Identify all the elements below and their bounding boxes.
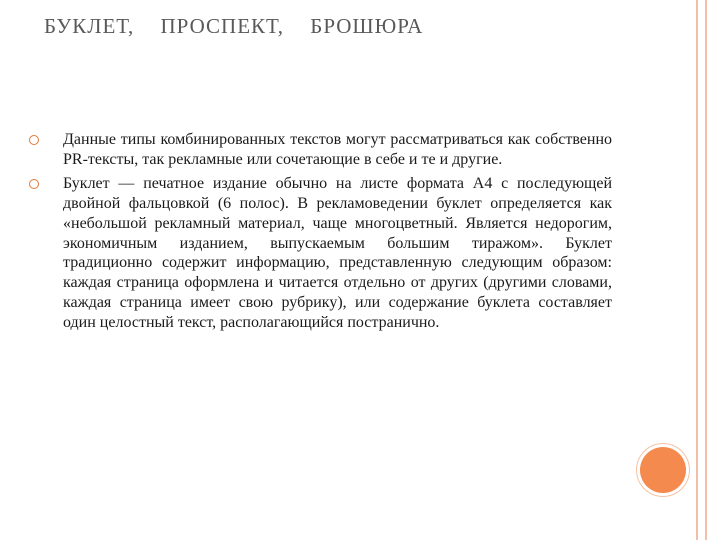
bullet-text-1: Данные типы комбинированных текстов могут рассматриваться как собственно PR-тексты, так рекламные или сочетающие в себе и те и другие. xyxy=(63,131,612,168)
bullet-item-1 xyxy=(63,130,612,170)
slide-body xyxy=(63,130,612,337)
ring-bullet-icon xyxy=(29,179,39,189)
bullet-item-2 xyxy=(63,174,612,333)
bullet-text-2: Буклет — печатное издание обычно на листе формата А4 с последующей двойной фальцовкой (6 полос). В рекламоведении буклет определяется как «небольшой рекламный материал, чаще многоцветный. Является недорогим, экономичным изданием, выпускаемым большим тиражом». Буклет традиционно содержит информацию, представленную следующим образом: каждая страница оформлена и читается отдельно от других (другими словами, каждая страница имеет свою рубрику), или содержание буклета составляет один целостный текст, располагающийся постранично. xyxy=(63,174,612,332)
decorative-vertical-line-left xyxy=(696,0,698,540)
title-word-prospekt: ПРОСПЕКТ, xyxy=(160,14,285,38)
decorative-vertical-line-right xyxy=(705,0,707,540)
slide-title xyxy=(44,14,423,39)
title-word-buklet: БУКЛЕТ, xyxy=(44,14,135,38)
ring-bullet-icon xyxy=(29,135,39,145)
title-word-broshyura: БРОШЮРА xyxy=(310,14,424,38)
decorative-orange-circle xyxy=(640,447,686,493)
